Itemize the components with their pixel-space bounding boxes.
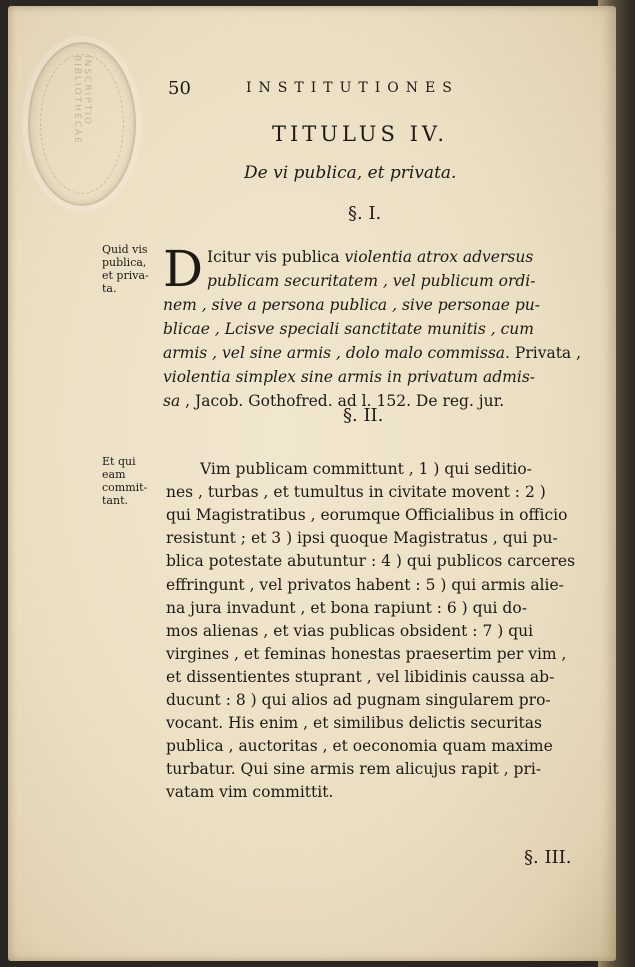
roman-run: Icitur vis publica [207, 248, 345, 266]
library-stamp [28, 42, 136, 206]
marginal-line: et priva- [102, 269, 149, 282]
text-line [207, 248, 533, 266]
section-1-heading: §. I. [348, 203, 382, 224]
roman-run: Privata , [509, 344, 582, 362]
section-3-heading: §. III. [524, 847, 572, 868]
text-line [163, 368, 535, 386]
text-line [163, 296, 540, 314]
text-line: nes , turbas , et tumultus in civitate movent : 2 ) [166, 483, 546, 501]
marginal-line: publica, [102, 256, 147, 269]
page-number: 50 [168, 78, 191, 99]
text-line: virgines , et feminas honestas praesertim per vim , [166, 645, 567, 663]
marginal-line: ta. [102, 282, 117, 295]
text-line: blica potestate abutuntur : 4 ) qui publicos carceres [166, 552, 576, 570]
text-line: resistunt ; et 3 ) ipsi quoque Magistratus , qui pu- [166, 529, 558, 547]
text-line: et dissentientes stuprant , vel libidinis caussa ab- [166, 668, 555, 686]
italic-run: blicae , Lcisve speciali sanctitate munitis , cum [163, 320, 534, 338]
italic-run: publicam securitatem , vel publicum ordi- [207, 272, 536, 290]
text-line: mos alienas , et vias publicas obsident : 7 ) qui [166, 622, 534, 640]
italic-run: sa [163, 392, 181, 410]
drop-cap: D [163, 240, 204, 298]
italic-run: nem , sive a persona publica , sive personae pu- [163, 296, 540, 314]
section-2-marginal-note [102, 455, 147, 507]
section-2-heading: §. II. [343, 405, 384, 426]
text-line: vatam vim committit. [166, 783, 334, 801]
text-line [207, 272, 536, 290]
text-line [163, 344, 581, 362]
running-title: INSTITUTIONES [246, 80, 459, 96]
subtitle: De vi publica, et privata. [244, 163, 457, 183]
marginal-line: eam [102, 468, 126, 481]
text-line: turbatur. Qui sine armis rem alicujus rapit , pri- [166, 760, 542, 778]
marginal-line: Et qui [102, 455, 136, 468]
italic-run: violentia simplex sine armis in privatum admis- [163, 368, 536, 386]
text-line: ducunt : 8 ) qui alios ad pugnam singularem pro- [166, 691, 551, 709]
text-line: qui Magistratibus , eorumque Officialibus in officio [166, 506, 568, 524]
roman-run: , Jacob. Gothofred. ad l. 152. De reg. jur. [180, 392, 505, 410]
stamp-lettering: INSCRIPTIO BIBLIOTHECAE [72, 55, 92, 145]
italic-run: armis , vel sine armis , dolo malo commissa. [163, 344, 510, 362]
text-line: na jura invadunt , et bona rapiunt : 6 ) qui do- [166, 599, 527, 617]
marginal-line: tant. [102, 494, 128, 507]
text-line: effringunt , vel privatos habent : 5 ) qui armis alie- [166, 576, 564, 594]
marginal-line: Quid vis [102, 243, 148, 256]
italic-run: violentia atrox adversus [344, 248, 534, 266]
title: TITULUS IV. [272, 122, 449, 146]
text-line: Vim publicam committunt , 1 ) qui seditio- [200, 460, 532, 478]
text-line [163, 392, 504, 410]
section-1-marginal-note [102, 243, 149, 295]
text-line [163, 320, 534, 338]
text-line: publica , auctoritas , et oeconomia quam maxime [166, 737, 553, 755]
text-line: vocant. His enim , et similibus delictis securitas [166, 714, 542, 732]
marginal-line: commit- [102, 481, 148, 494]
